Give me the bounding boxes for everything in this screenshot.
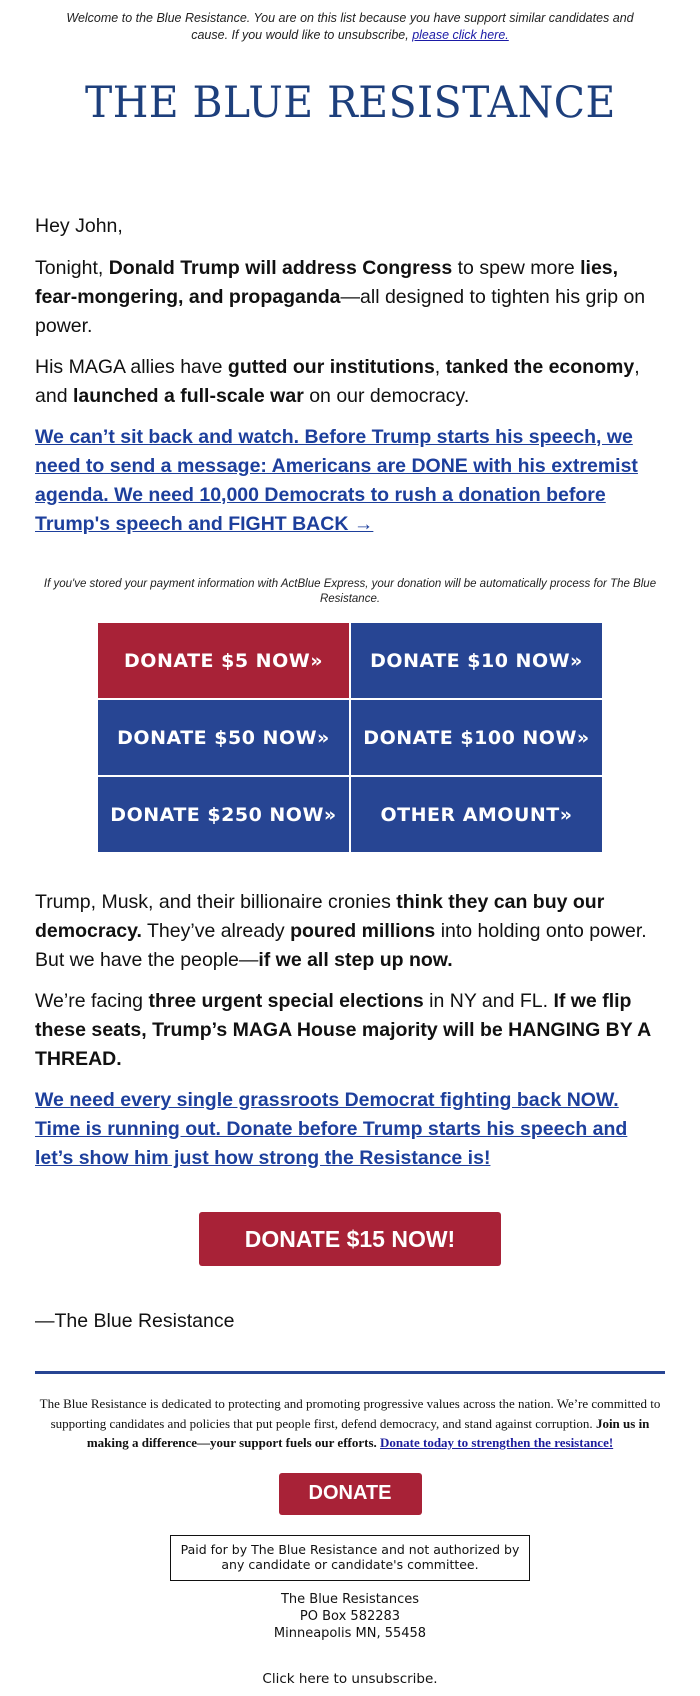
preheader-unsubscribe-link[interactable]: please click here. [412, 28, 509, 42]
para3-d: poured millions [290, 920, 436, 942]
para1-d: lies, fear-mongering, and propaganda [35, 257, 619, 308]
footer-desc: The Blue Resistance is dedicated to protecting and promoting progressive values across the nation. We’re committed to supporting candidates and policies that put people first, defend democracy, and stand against corruption. [39, 1396, 661, 1431]
para3-c: They’ve already [141, 920, 291, 942]
preheader-text: Welcome to the Blue Resistance. You are on this list because you have support similar candidates and cause. If you would like to unsubscribe, [66, 11, 634, 42]
para3-b: think they can buy our democracy. [35, 891, 605, 942]
logo-text: THE BLUE RESISTANCE [84, 78, 616, 128]
paragraph-3 [35, 888, 665, 975]
para1-a: Tonight, [35, 257, 109, 279]
para1-b: Donald Trump will address Congress [108, 257, 453, 279]
para1-c: to spew more [452, 257, 581, 279]
para3-f: if we all step up now. [258, 949, 453, 971]
address-line-3: Minneapolis MN, 55458 [273, 1625, 427, 1641]
para3-e: into holding onto power. But we have the people— [35, 920, 647, 971]
para2-a: His MAGA allies have [35, 356, 228, 378]
paid-for-disclaimer: Paid for by The Blue Resistance and not authorized by any candidate or candidate's committee. [170, 1535, 530, 1581]
donate-15-button[interactable]: DONATE $15 NOW! [199, 1212, 501, 1266]
address-line-2: PO Box 582283 [299, 1608, 401, 1624]
cta-link-fight-back[interactable]: We can’t sit back and watch. Before Trump starts his speech, we need to send a message: Americans are DONE with his extremist agenda. We need 10,000 Democrats to rush a donation before Trump's speech and FIGHT BACK → [35, 426, 638, 535]
paragraph-2 [35, 353, 665, 411]
para4-c: in NY and FL. [423, 990, 554, 1012]
donate-100-button[interactable]: DONATE $100 NOW» [351, 700, 602, 775]
logo [0, 78, 700, 128]
preheader [0, 0, 700, 44]
other-amount-button[interactable]: OTHER AMOUNT» [351, 777, 602, 852]
footer-donate-link[interactable]: Donate today to strengthen the resistance! [380, 1435, 614, 1450]
actblue-note: If you've stored your payment information with ActBlue Express, your donation will be automatically process for The Blue Resistance. [43, 578, 657, 605]
para2-g: on our democracy. [303, 385, 470, 407]
paragraph-1 [35, 254, 665, 341]
para2-d: tanked the economy [445, 356, 635, 378]
unsubscribe-link[interactable]: Click here to unsubscribe. [262, 1670, 438, 1687]
address-line-1: The Blue Resistances [280, 1591, 420, 1607]
mailing-address [0, 1591, 700, 1642]
greeting: Hey John, [35, 215, 123, 237]
message-body [0, 212, 700, 539]
para3-a: Trump, Musk, and their billionaire cronies [35, 891, 397, 913]
footer-text [0, 1374, 700, 1453]
donate-10-button[interactable]: DONATE $10 NOW» [351, 623, 602, 698]
para4-b: three urgent special elections [148, 990, 424, 1012]
para2-e: , and [35, 356, 640, 407]
donate-250-button[interactable]: DONATE $250 NOW» [98, 777, 349, 852]
paragraph-4 [35, 987, 665, 1074]
para2-b: gutted our institutions [227, 356, 435, 378]
donate-50-button[interactable]: DONATE $50 NOW» [98, 700, 349, 775]
donate-grid [98, 623, 602, 852]
signature: —The Blue Resistance [35, 1310, 235, 1332]
para4-d: If we flip these seats, Trump’s MAGA House majority will be HANGING BY A THREAD. [35, 990, 651, 1070]
para2-f: launched a full-scale war [72, 385, 304, 407]
donate-5-button[interactable]: DONATE $5 NOW» [98, 623, 349, 698]
footer-donate-button[interactable]: DONATE [279, 1473, 422, 1515]
message-body-2 [0, 888, 700, 1173]
para2-c: , [434, 356, 446, 378]
footer-bold: Join us in making a difference—your support fuels our efforts. [86, 1415, 650, 1450]
para1-e: —all designed to tighten his grip on power. [35, 286, 646, 337]
para4-a: We’re facing [35, 990, 149, 1012]
cta-link-donate-before-speech[interactable]: We need every single grassroots Democrat fighting back NOW. Time is running out. Donate before Trump starts his speech and let’s show him just how strong the Resistance is! [35, 1089, 628, 1169]
